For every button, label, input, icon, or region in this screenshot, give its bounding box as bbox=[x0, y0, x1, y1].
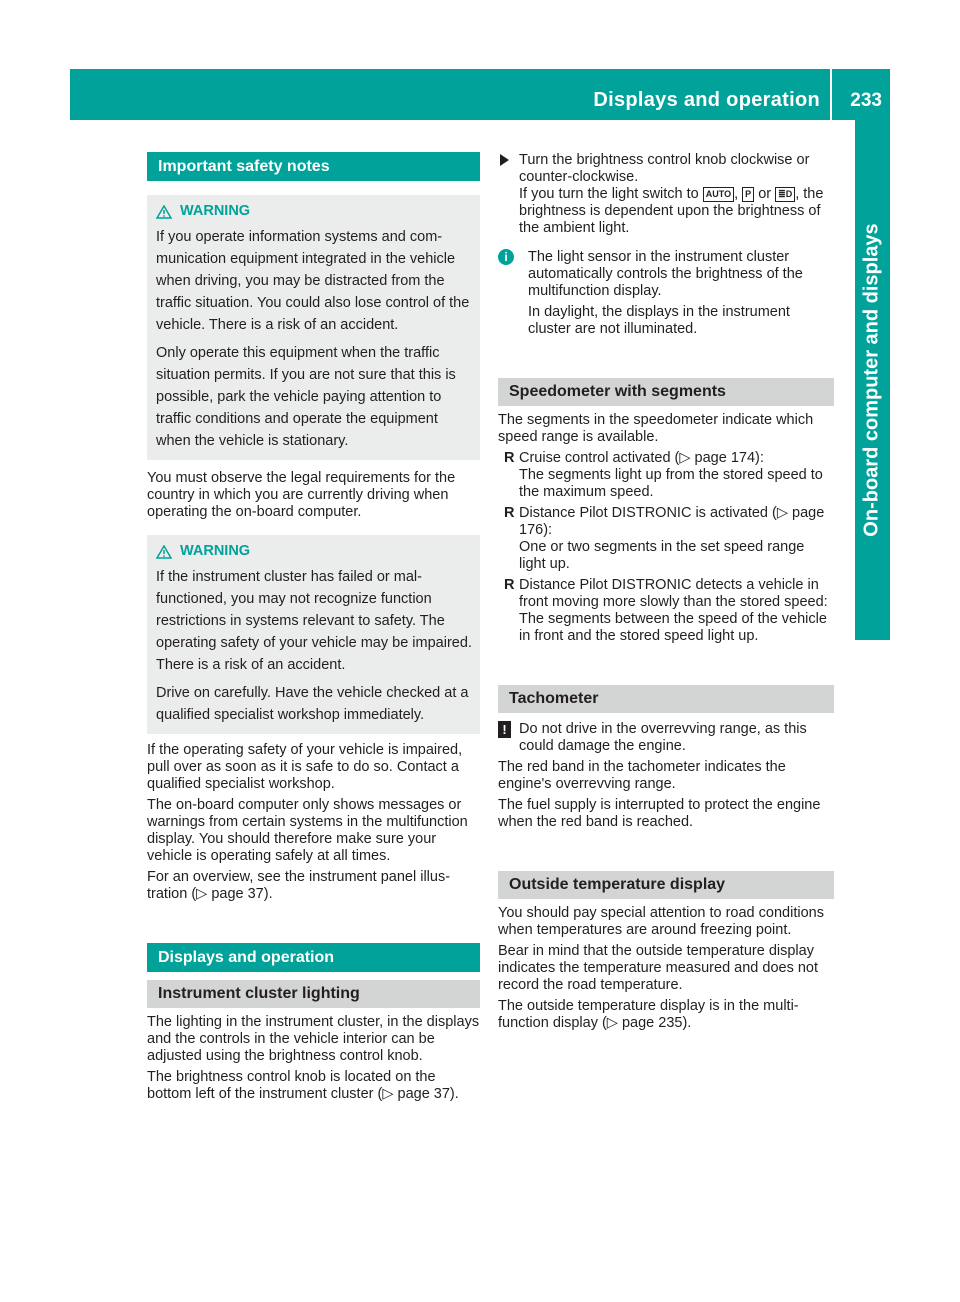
side-tab-label: On-board computer and displays bbox=[860, 223, 883, 537]
paragraph: You should pay special attention to road conditions when temperatures are around freezing point. bbox=[498, 905, 824, 938]
paragraph: The segments in the speedometer indicate which speed range is available. bbox=[498, 412, 814, 445]
subsection-title-lighting: Instrument cluster lighting bbox=[147, 980, 480, 1008]
parking-lamps-icon: P bbox=[742, 187, 754, 202]
list-item-body: The segments light up from the stored speed to the maximum speed. bbox=[519, 467, 823, 500]
paragraph: If the operating safety of your vehicle is impaired, pull over as soon as it is safe to do so. Contact a qualified specialist workshop. bbox=[147, 742, 463, 792]
caution-text: Do not drive in the overrevving range, as this could damage the engine. bbox=[519, 721, 807, 754]
list-item bbox=[498, 450, 834, 501]
warning-heading bbox=[156, 203, 473, 220]
step-text-part: or bbox=[758, 186, 772, 202]
paragraph: The on-board computer only shows messages or warnings from certain systems in the multifunction display. You should therefore make sure your vehicle is operating safely at all times. bbox=[147, 797, 468, 864]
warning-triangle-icon bbox=[156, 205, 172, 219]
instruction-step bbox=[498, 152, 834, 237]
paragraph: You must observe the legal requirements for the country in which you are currently driving when operating the on-board computer. bbox=[147, 470, 456, 520]
paragraph: The brightness control knob is located on the bottom left of the instrument cluster (▷ page 37). bbox=[147, 1069, 459, 1102]
exclamation-icon: ! bbox=[498, 721, 511, 738]
warning-triangle-icon bbox=[156, 545, 172, 559]
warning-text: Drive on carefully. Have the vehicle checked at a qualified specialist workshop immediately. bbox=[156, 685, 469, 723]
warning-text: If you operate information systems and communication equipment integrated in the vehicle when driving, you may be distracted from the traffic situation. You could also lose control of the vehicle. There is a risk of an accident. bbox=[156, 229, 470, 333]
paragraph: For an overview, see the instrument panel illustration (▷ page 37). bbox=[147, 869, 451, 902]
list-item-head: Distance Pilot DISTRONIC detects a vehicle in front moving more slowly than the stored speed: bbox=[519, 577, 828, 610]
header-divider bbox=[830, 69, 832, 120]
section-title-displays: Displays and operation bbox=[147, 943, 480, 972]
list-item-head: Distance Pilot DISTRONIC is activated (▷ page 176): bbox=[519, 505, 825, 538]
page-header bbox=[70, 69, 890, 120]
list-item bbox=[498, 505, 834, 573]
warning-heading bbox=[156, 543, 473, 560]
paragraph: The outside temperature display is in the multifunction display (▷ page 235). bbox=[498, 998, 799, 1031]
info-text: The light sensor in the instrument cluster automatically controls the brightness of the multifunction display. bbox=[528, 249, 803, 299]
warning-text: If the instrument cluster has failed or malfunctioned, you may not recognize function restrictions in systems relevant to safety. The operating safety of your vehicle may be impaired. There is a risk of an accident. bbox=[156, 569, 472, 673]
step-text-part: , the brightness is dependent upon the brightness of the ambient light. bbox=[519, 186, 824, 236]
paragraph: Bear in mind that the outside temperature display indicates the temperature measured and does not record the road temperature. bbox=[498, 943, 819, 993]
warning-box-2 bbox=[147, 535, 480, 734]
subsection-title-outside-temperature: Outside temperature display bbox=[498, 871, 834, 899]
light-switch-auto-icon: AUTO bbox=[703, 187, 734, 202]
bullet-icon: R bbox=[504, 505, 515, 521]
list-item-body: One or two segments in the set speed range light up. bbox=[519, 539, 805, 572]
warning-label: WARNING bbox=[180, 543, 251, 559]
step-text: If you turn the light switch to AUTO , P or ≣D , the brightness is dependent upon the brightness of the ambient light. bbox=[519, 186, 824, 236]
bullet-icon: R bbox=[504, 450, 515, 466]
paragraph: The red band in the tachometer indicates the engine's overrevving range. bbox=[498, 759, 786, 792]
step-text-part: If you turn the light switch to bbox=[519, 186, 699, 202]
left-column bbox=[147, 152, 480, 1107]
step-text: Turn the brightness control knob clockwise or counter-clockwise. bbox=[519, 152, 810, 185]
caution-note bbox=[498, 721, 834, 755]
warning-box-1 bbox=[147, 195, 480, 460]
list-item-body: The segments between the speed of the vehicle in front and the stored speed light up. bbox=[519, 611, 827, 644]
low-beam-icon: ≣D bbox=[775, 187, 795, 202]
section-title-safety: Important safety notes bbox=[147, 152, 480, 181]
subsection-title-tachometer: Tachometer bbox=[498, 685, 834, 713]
paragraph: The fuel supply is interrupted to protect the engine when the red band is reached. bbox=[498, 797, 821, 830]
paragraph: The lighting in the instrument cluster, in the displays and the controls in the vehicle interior can be adjusted using the brightness control knob. bbox=[147, 1014, 480, 1064]
info-text: In daylight, the displays in the instrument cluster are not illuminated. bbox=[528, 304, 790, 337]
list-item-head: Cruise control activated (▷ page 174): bbox=[519, 450, 764, 466]
info-icon: i bbox=[498, 249, 514, 265]
info-note bbox=[498, 249, 834, 338]
right-column bbox=[498, 152, 834, 1036]
step-arrow-icon bbox=[500, 154, 509, 166]
warning-text: Only operate this equipment when the traffic situation permits. If you are not sure that this is possible, park the vehicle paying attention to traffic conditions and operate the equipment when the vehicle is stationary. bbox=[156, 345, 456, 449]
warning-label: WARNING bbox=[180, 203, 251, 219]
bullet-icon: R bbox=[504, 577, 515, 593]
subsection-title-speedometer: Speedometer with segments bbox=[498, 378, 834, 406]
header-title: Displays and operation bbox=[593, 89, 820, 111]
page-number: 233 bbox=[850, 90, 882, 111]
list-item bbox=[498, 577, 834, 645]
